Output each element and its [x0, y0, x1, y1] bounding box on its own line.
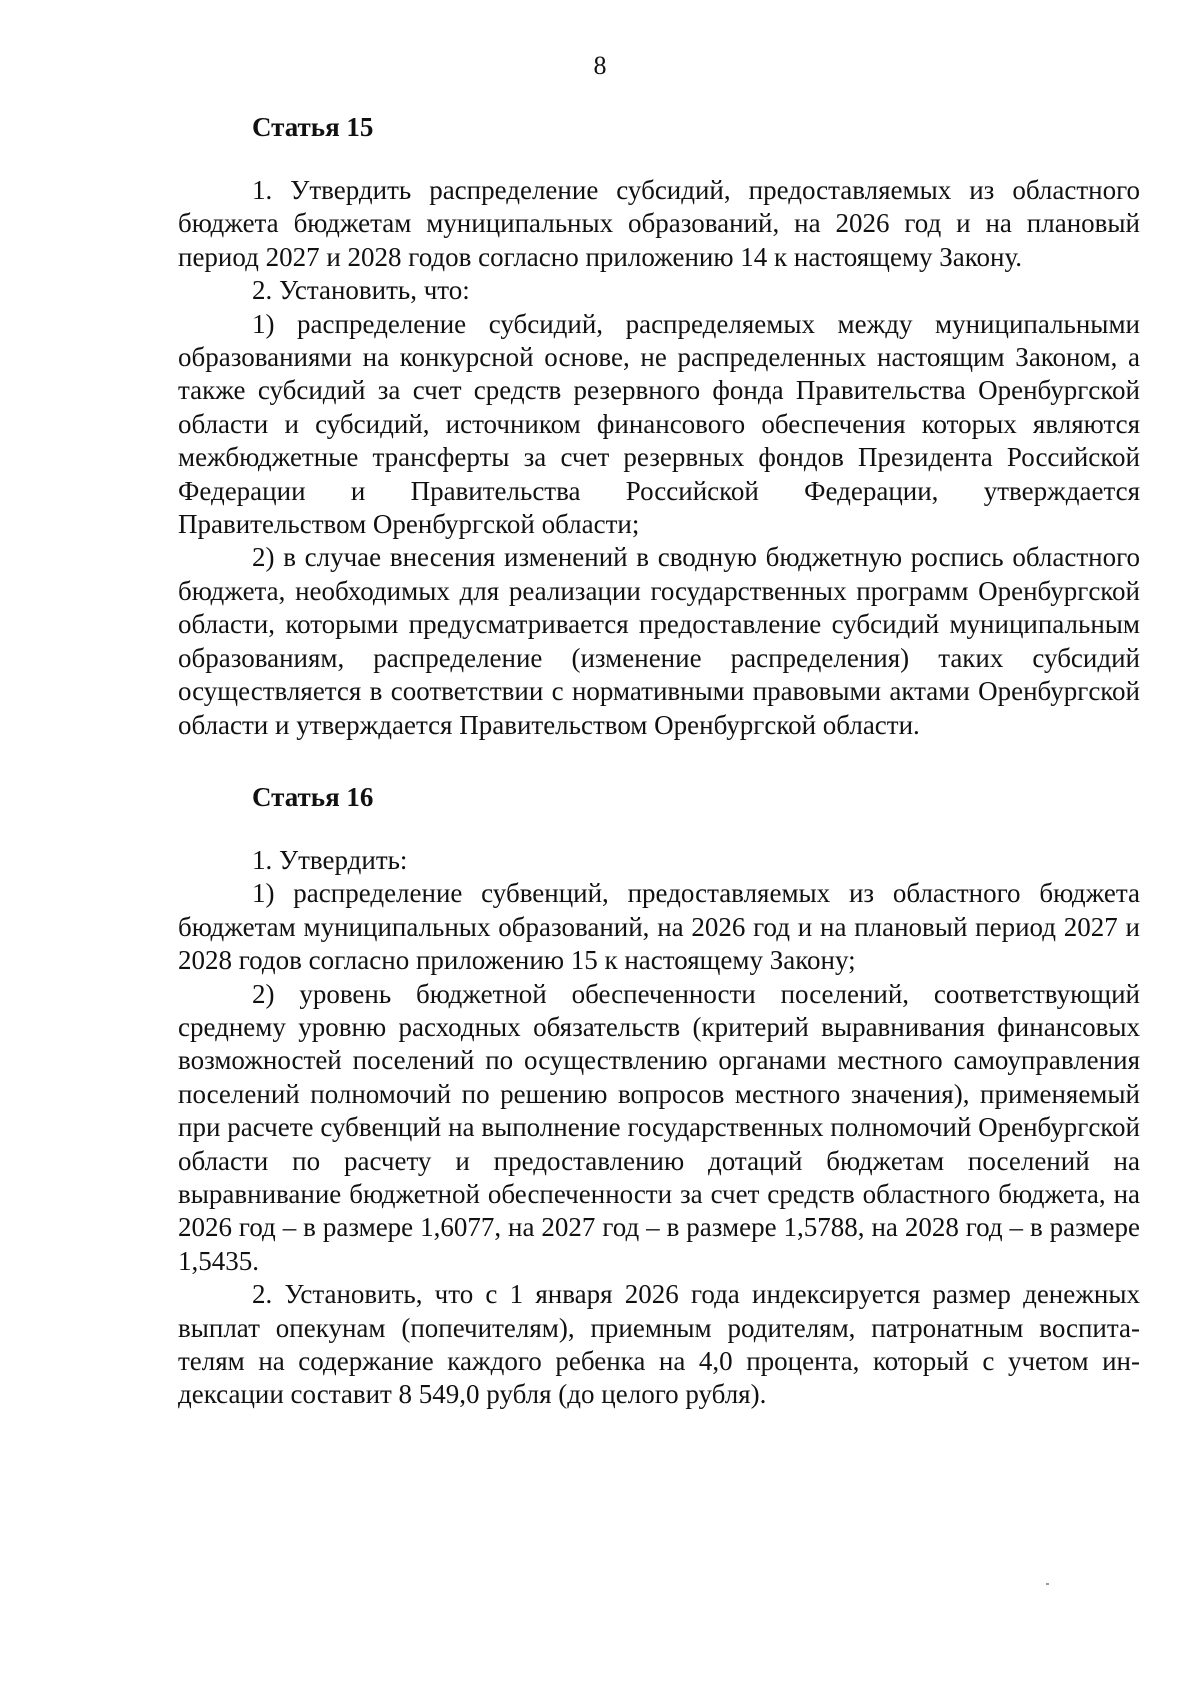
article-paragraph: 2) в случае внесения изменений в сводную бюджетную роспись областного бюджета, необходимых для реализации государственных программ Оренбургской области, которыми предусматривается предоставление субсидий муниципальным образованиям, распределение (изменение распределения) таких субсидий осуществляется в соответствии с нормативными правовыми актами Оренбургской области и утверждается Правительством Оренбургской области. — [178, 542, 1140, 740]
document-body — [178, 110, 1140, 1412]
article-paragraph: 1. Утвердить распределение субсидий, предоставляемых из областного бюджета бюджетам муниципальных образований, на 2026 год и на плановый период 2027 и 2028 годов согласно приложению 14 к настоящему Закону. — [178, 175, 1140, 272]
article-paragraph: 1) распределение субсидий, распределяемых между муниципальными образованиями на конкурсной основе, не распределенных настоящим Законом, а также субсидий за счет средств резервного фонда Правительства Оренбургской области и субсидий, источником финансового обеспечения которых являются межбюджетные трансферты за счет резервных фондов Президента Российской Федерации и Правительства Российской Федерации, утверждается Правительством Оренбургской области; — [178, 308, 1140, 540]
page-number: 8 — [593, 51, 607, 80]
article-16 — [178, 780, 1140, 1412]
article-paragraph: 2) уровень бюджетной обеспеченности поселений, соответствующий среднему уровню расходных обязательств (критерий выравнивания финансовых возможностей поселений по осуществлению органами местного самоуправления поселений полномочий по решению вопросов местного значения), применяемый при расчете субвенций на выполнение государственных полномочий Оренбургской области по расчету и предоставлению дотаций бюджетам поселений на выравнивание бюджетной обеспеченности за счет средств областного бюджета, на 2026 год – в размере 1,6077, на 2027 год – в размере 1,5788, на 2028 год – в размере 1,5435. — [178, 978, 1140, 1276]
article-paragraph: 2. Установить, что с 1 января 2026 года индексируется размер денежных выплат опекунам (попечителям), приемным родителям, патронатным воспитателям на содержание каждого ребенка на 4,0 процента, который с учетом индексации составит 8 549,0 рубля (до целого рубля). — [178, 1279, 1140, 1410]
article-paragraph: 1. Утвердить: — [252, 844, 408, 875]
article-paragraph: 1) распределение субвенций, предоставляемых из областного бюджета бюджетам муниципальных образований, на 2026 год и на плановый период 2027 и 2028 годов согласно приложению 15 к настоящему Закону; — [178, 878, 1140, 976]
article-15 — [178, 110, 1140, 742]
article-title: Статья 16 — [252, 781, 374, 812]
article-title: Статья 15 — [252, 112, 374, 142]
scan-artifact — [1046, 1583, 1049, 1585]
article-paragraph: 2. Установить, что: — [252, 275, 470, 306]
